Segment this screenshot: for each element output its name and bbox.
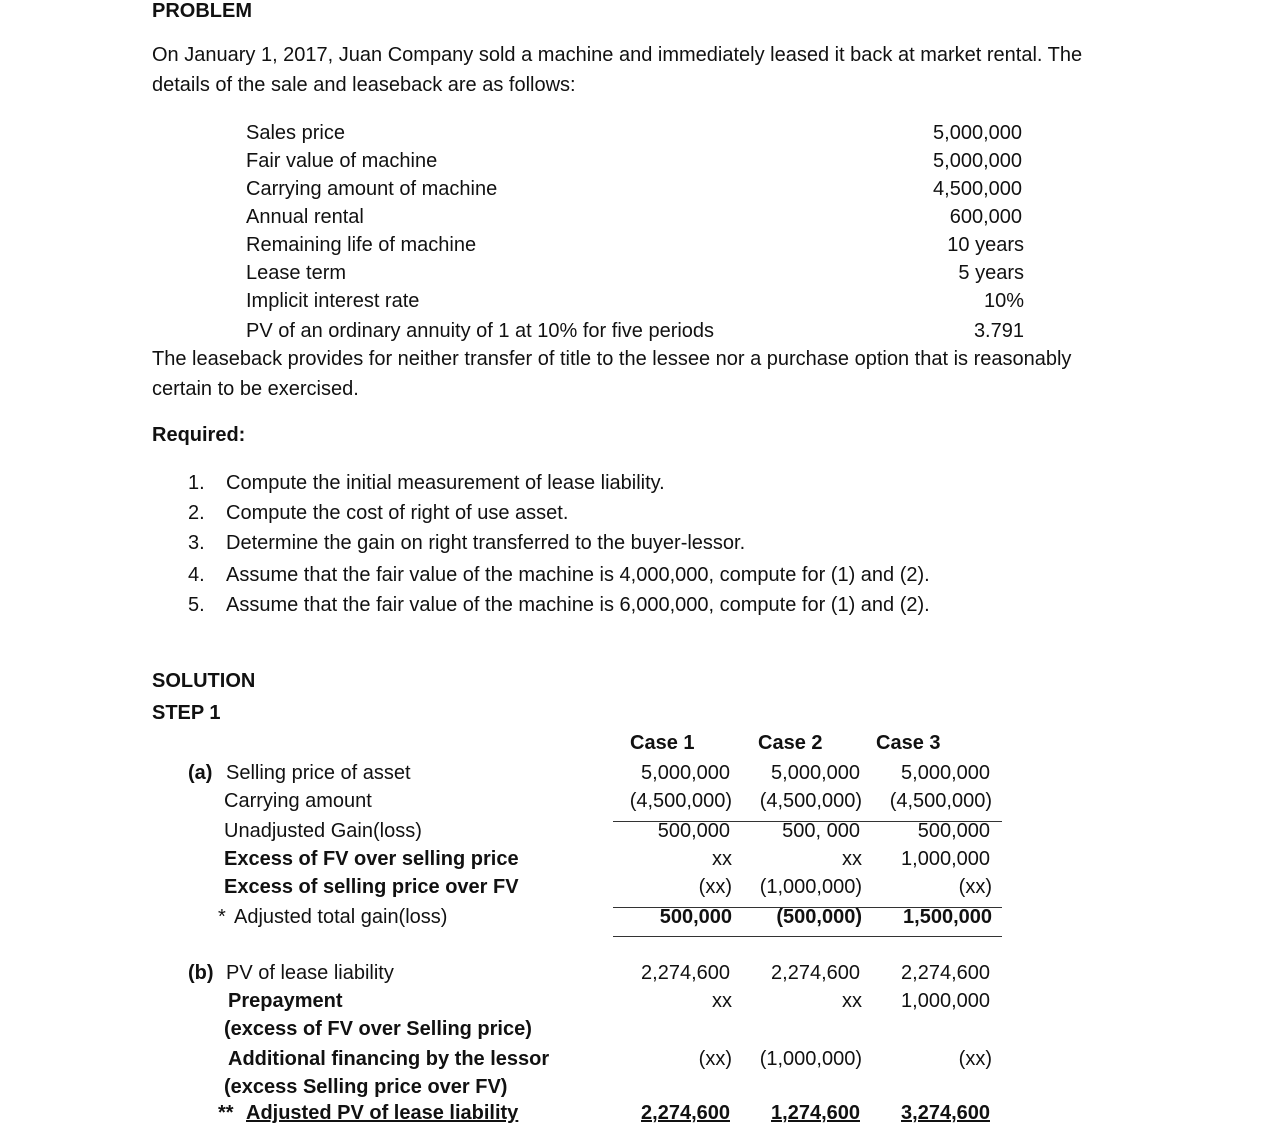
part-b-marker: (b): [188, 962, 214, 984]
case2-value: (500,000): [776, 906, 862, 928]
case3-value: (4,500,000): [889, 790, 992, 812]
row-label: Unadjusted Gain(loss): [224, 820, 422, 842]
requirement-number: 5.: [188, 594, 205, 616]
requirement-number: 3.: [188, 532, 205, 554]
case1-value: 500,000: [657, 820, 730, 842]
case2-value: (1,000,000): [759, 876, 862, 898]
case1-value: 500,000: [659, 906, 732, 928]
requirement-text: Determine the gain on right transferred to the buyer-lessor.: [226, 532, 746, 554]
case3-value: (xx): [958, 876, 992, 898]
requirement-text: Assume that the fair value of the machine is 4,000,000, compute for (1) and (2).: [226, 564, 930, 586]
detail-value: 4,500,000: [933, 178, 1022, 200]
detail-value: 5,000,000: [933, 122, 1022, 144]
case3-value: (xx): [958, 1048, 992, 1070]
detail-value: 600,000: [949, 206, 1022, 228]
row-label: Adjusted PV of lease liability: [246, 1102, 519, 1124]
case-header-2: Case 2: [758, 732, 823, 754]
case3-value: 500,000: [917, 820, 990, 842]
case2-value: (1,000,000): [759, 1048, 862, 1070]
case2-value: 1,274,600: [771, 1102, 860, 1124]
row-label: Additional financing by the lessor: [228, 1048, 550, 1070]
problem-note-line1: The leaseback provides for neither transfer of title to the lessee nor a purchase option that is reasonably: [152, 348, 1072, 370]
case3-value: 5,000,000: [901, 762, 990, 784]
detail-value: 10 years: [947, 234, 1024, 256]
row-prefix-asterisks: **: [218, 1102, 234, 1124]
detail-label: Carrying amount of machine: [246, 178, 498, 200]
row-label: Adjusted total gain(loss): [234, 906, 448, 928]
case-header-1: Case 1: [630, 732, 695, 754]
requirement-number: 1.: [188, 472, 205, 494]
problem-heading: PROBLEM: [152, 0, 252, 22]
detail-value: 10%: [983, 290, 1024, 312]
requirement-number: 2.: [188, 502, 205, 524]
requirement-text: Compute the initial measurement of lease liability.: [226, 472, 665, 494]
row-label: Carrying amount: [224, 790, 372, 812]
requirement-number: 4.: [188, 564, 205, 586]
case-header-3: Case 3: [876, 732, 941, 754]
row-label: Selling price of asset: [226, 762, 411, 784]
case1-value: 2,274,600: [641, 1102, 730, 1124]
required-heading: Required:: [152, 424, 246, 446]
case3-value: 1,000,000: [901, 990, 990, 1012]
case1-value: xx: [712, 990, 732, 1012]
row-label: Excess of FV over selling price: [224, 848, 519, 870]
case1-value: (4,500,000): [629, 790, 732, 812]
problem-intro-line1: On January 1, 2017, Juan Company sold a machine and immediately leased it back at market rental. The: [152, 44, 1083, 66]
row-prefix-asterisk: *: [218, 906, 226, 928]
case1-value: 5,000,000: [641, 762, 730, 784]
case1-value: (xx): [698, 1048, 732, 1070]
row-label: Prepayment: [228, 990, 343, 1012]
detail-label: PV of an ordinary annuity of 1 at 10% for five periods: [246, 320, 715, 342]
row-sublabel: (excess Selling price over FV): [224, 1076, 508, 1098]
case3-value: 1,500,000: [903, 906, 992, 928]
detail-label: Fair value of machine: [246, 150, 438, 172]
detail-value: 5,000,000: [933, 150, 1022, 172]
solution-heading: SOLUTION: [152, 670, 256, 692]
step-heading: STEP 1: [152, 702, 221, 724]
detail-label: Annual rental: [246, 206, 364, 228]
case2-value: (4,500,000): [759, 790, 862, 812]
case1-value: (xx): [698, 876, 732, 898]
detail-label: Remaining life of machine: [246, 234, 477, 256]
row-sublabel: (excess of FV over Selling price): [224, 1018, 532, 1040]
row-label: PV of lease liability: [226, 962, 394, 984]
detail-value: 3.791: [973, 320, 1024, 342]
case1-value: 2,274,600: [641, 962, 730, 984]
total-bottom-rule: [613, 936, 1002, 937]
requirement-text: Compute the cost of right of use asset.: [226, 502, 569, 524]
problem-intro-line2: details of the sale and leaseback are as follows:: [152, 74, 576, 96]
detail-value: 5 years: [958, 262, 1024, 284]
problem-note-line2: certain to be exercised.: [152, 378, 359, 400]
case2-value: 2,274,600: [771, 962, 860, 984]
detail-label: Sales price: [246, 122, 345, 144]
case3-value: 3,274,600: [901, 1102, 990, 1124]
requirement-text: Assume that the fair value of the machine is 6,000,000, compute for (1) and (2).: [226, 594, 930, 616]
case2-value: xx: [842, 990, 862, 1012]
part-a-marker: (a): [188, 762, 213, 784]
row-label: Excess of selling price over FV: [224, 876, 519, 898]
case3-value: 1,000,000: [901, 848, 990, 870]
case2-value: xx: [842, 848, 862, 870]
detail-label: Lease term: [246, 262, 347, 284]
detail-label: Implicit interest rate: [246, 290, 420, 312]
case3-value: 2,274,600: [901, 962, 990, 984]
case1-value: xx: [712, 848, 732, 870]
case2-value: 5,000,000: [771, 762, 860, 784]
case2-value: 500, 000: [782, 820, 860, 842]
